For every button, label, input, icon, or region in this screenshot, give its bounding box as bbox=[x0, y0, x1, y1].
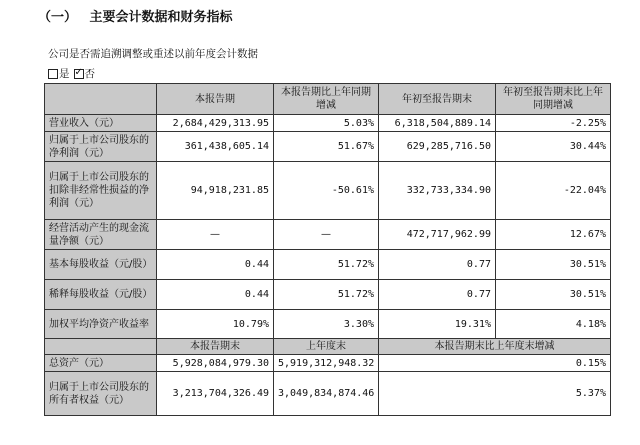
cell-value: 3,213,704,326.49 bbox=[157, 372, 274, 416]
header-cell: 本报告期比上年同期增减 bbox=[274, 84, 379, 115]
cell-value: -22.04% bbox=[496, 162, 611, 220]
cell-value: 94,918,231.85 bbox=[157, 162, 274, 220]
restatement-question: 公司是否需追溯调整或重述以前年度会计数据 bbox=[48, 48, 258, 60]
header-cell: 本报告期末 bbox=[157, 339, 274, 355]
cell-value: 3.30% bbox=[274, 310, 379, 339]
cell-value: 10.79% bbox=[157, 310, 274, 339]
cell-value: 30.51% bbox=[496, 250, 611, 280]
table-row bbox=[45, 220, 611, 250]
table-row bbox=[45, 115, 611, 132]
row-label: 归属于上市公司股东的净利润（元） bbox=[45, 132, 157, 162]
cell-value: — bbox=[274, 220, 379, 250]
table-row bbox=[45, 280, 611, 310]
row-label: 归属于上市公司股东的所有者权益（元） bbox=[45, 372, 157, 416]
cell-value: 51.72% bbox=[274, 280, 379, 310]
table-row bbox=[45, 355, 611, 372]
row-label: 归属于上市公司股东的扣除非经常性损益的净利润（元） bbox=[45, 162, 157, 220]
cell-value: 0.44 bbox=[157, 280, 274, 310]
section-number: （一） bbox=[38, 10, 78, 25]
yes-label: 是 bbox=[59, 68, 70, 80]
cell-value: 5.37% bbox=[379, 372, 611, 416]
header-cell: 年初至报告期末比上年同期增减 bbox=[496, 84, 611, 115]
section-title bbox=[38, 6, 233, 25]
cell-value: — bbox=[157, 220, 274, 250]
table-row bbox=[45, 162, 611, 220]
cell-value: 3,049,834,874.46 bbox=[274, 372, 379, 416]
cell-value: 30.51% bbox=[496, 280, 611, 310]
cell-value: 6,318,504,889.14 bbox=[379, 115, 496, 132]
cell-value: 5.03% bbox=[274, 115, 379, 132]
cell-value: 30.44% bbox=[496, 132, 611, 162]
section-title-text: 主要会计数据和财务指标 bbox=[89, 10, 233, 25]
table-row bbox=[45, 372, 611, 416]
cell-value: 332,733,334.90 bbox=[379, 162, 496, 220]
cell-value: 472,717,962.99 bbox=[379, 220, 496, 250]
cell-value: 0.44 bbox=[157, 250, 274, 280]
header-cell-empty bbox=[45, 84, 157, 115]
row-label: 经营活动产生的现金流量净额（元） bbox=[45, 220, 157, 250]
cell-value: 4.18% bbox=[496, 310, 611, 339]
row-label: 总资产（元） bbox=[45, 355, 157, 372]
header-cell-empty bbox=[45, 339, 157, 355]
financial-data-table bbox=[44, 83, 611, 416]
header-cell: 本报告期 bbox=[157, 84, 274, 115]
no-checkbox-checked[interactable] bbox=[74, 69, 84, 79]
cell-value: 19.31% bbox=[379, 310, 496, 339]
cell-value: 5,919,312,948.32 bbox=[274, 355, 379, 372]
cell-value: 12.67% bbox=[496, 220, 611, 250]
cell-value: -2.25% bbox=[496, 115, 611, 132]
no-label: 否 bbox=[84, 68, 95, 80]
cell-value: 2,684,429,313.95 bbox=[157, 115, 274, 132]
table-row bbox=[45, 250, 611, 280]
cell-value: 51.67% bbox=[274, 132, 379, 162]
table-subheader-row bbox=[45, 339, 611, 355]
cell-value: 361,438,605.14 bbox=[157, 132, 274, 162]
row-label: 营业收入（元） bbox=[45, 115, 157, 132]
cell-value: -50.61% bbox=[274, 162, 379, 220]
table-header-row bbox=[45, 84, 611, 115]
row-label: 稀释每股收益（元/股） bbox=[45, 280, 157, 310]
cell-value: 0.77 bbox=[379, 280, 496, 310]
row-label: 基本每股收益（元/股） bbox=[45, 250, 157, 280]
header-cell: 上年度末 bbox=[274, 339, 379, 355]
cell-value: 51.72% bbox=[274, 250, 379, 280]
restatement-choice bbox=[48, 66, 99, 81]
cell-value: 629,285,716.50 bbox=[379, 132, 496, 162]
cell-value: 5,928,084,979.30 bbox=[157, 355, 274, 372]
cell-value: 0.77 bbox=[379, 250, 496, 280]
table-row bbox=[45, 132, 611, 162]
header-cell: 年初至报告期末 bbox=[379, 84, 496, 115]
row-label: 加权平均净资产收益率 bbox=[45, 310, 157, 339]
cell-value: 0.15% bbox=[379, 355, 611, 372]
table-row bbox=[45, 310, 611, 339]
yes-checkbox[interactable] bbox=[48, 69, 58, 79]
header-cell: 本报告期末比上年度末增减 bbox=[379, 339, 611, 355]
